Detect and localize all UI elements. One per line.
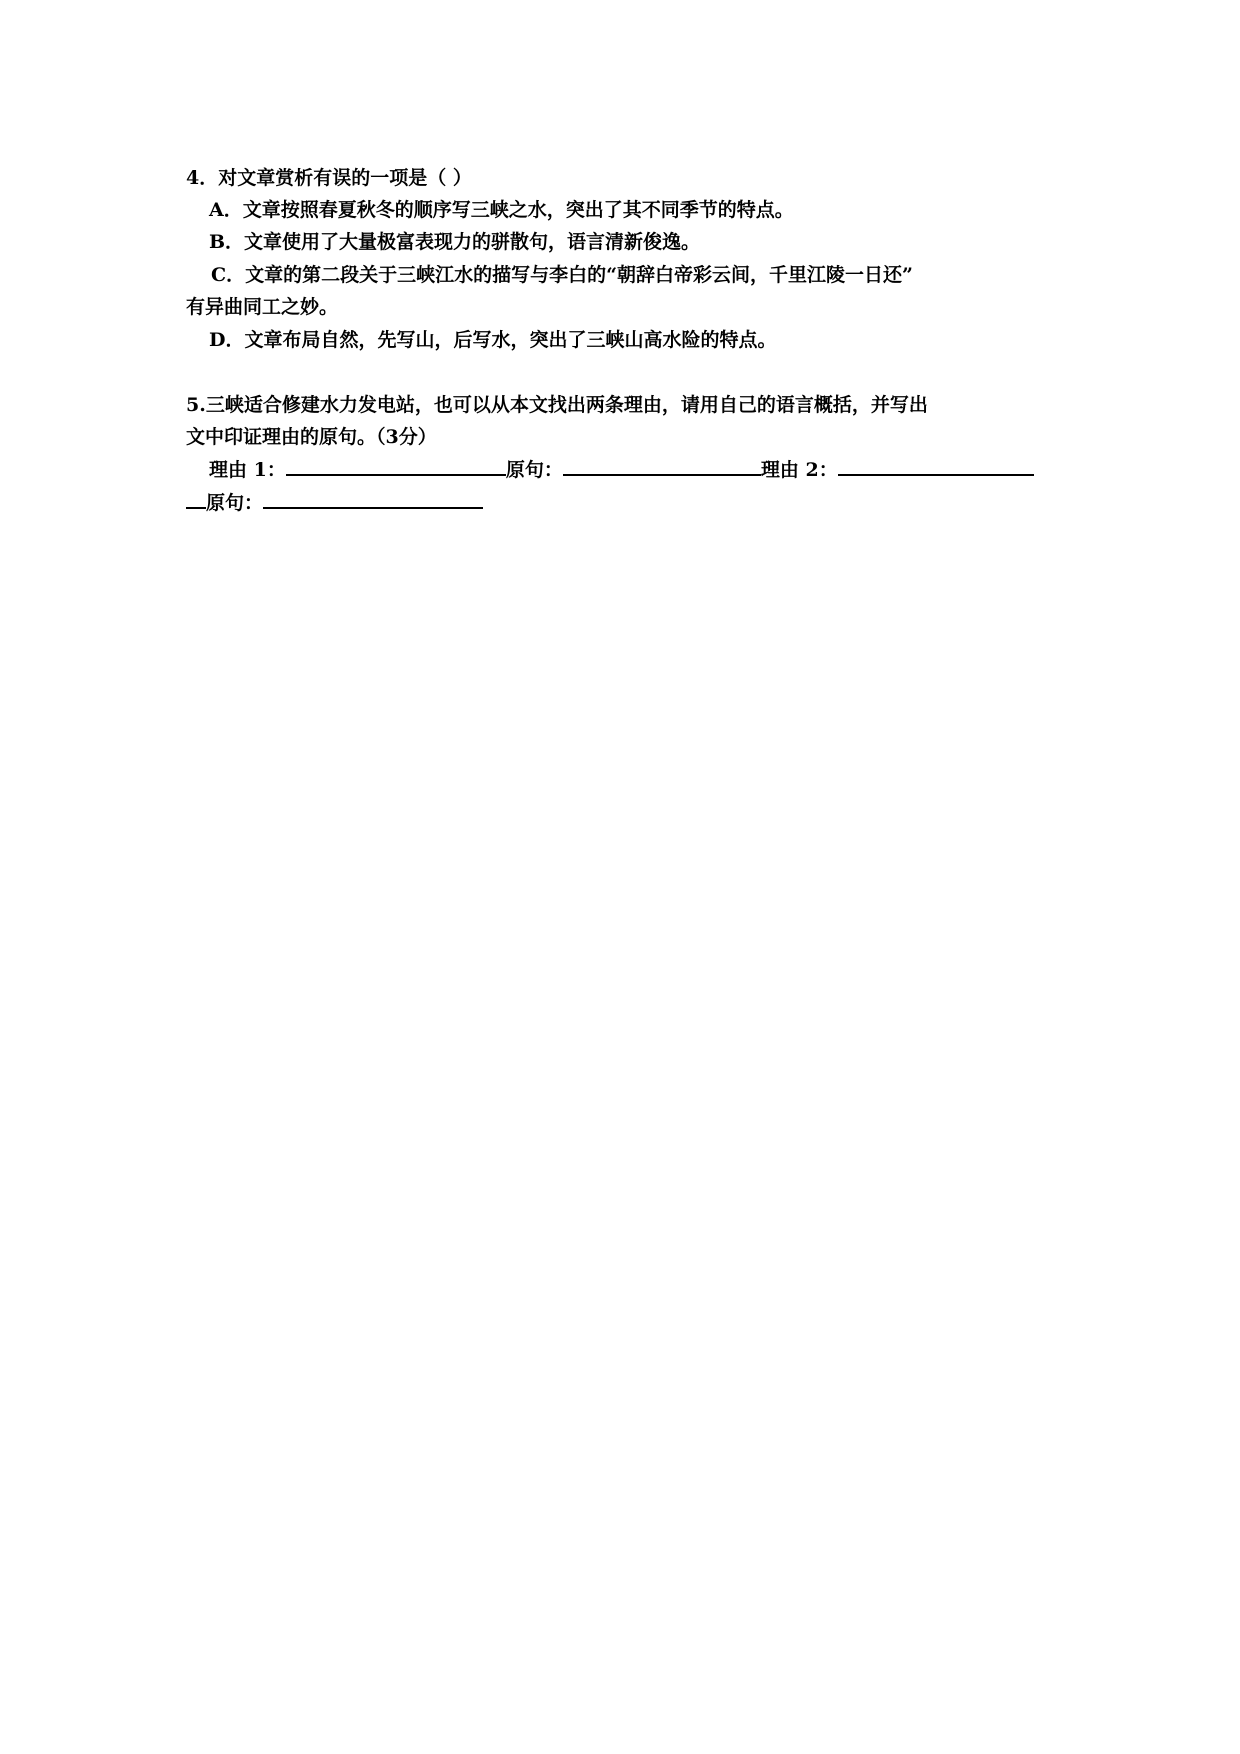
reason-2-label: 理由 2：	[760, 459, 838, 481]
answer-line-2	[186, 487, 483, 519]
original-sentence-1-label: 原句：	[505, 459, 563, 481]
reason-2-blank[interactable]	[838, 454, 1034, 476]
question-4-stem: 4．对文章赏析有误的一项是（ ）	[186, 167, 472, 189]
reason-2-blank-continued[interactable]	[186, 487, 206, 509]
question-4-option-c: C．文章的第二段关于三峡江水的描写与李白的“朝辞白帝彩云间，千里江陵一日还”	[211, 264, 913, 286]
question-5-stem-line-1: 5.三峡适合修建水力发电站，也可以从本文找出两条理由，请用自己的语言概括，并写出	[186, 394, 928, 416]
reason-1-blank[interactable]	[286, 454, 506, 476]
question-5-stem-line-2: 文中印证理由的原句。（3分）	[186, 426, 437, 448]
original-sentence-2-blank[interactable]	[263, 487, 483, 509]
question-4-option-a: A．文章按照春夏秋冬的顺序写三峡之水，突出了其不同季节的特点。	[209, 199, 794, 221]
answer-line-1	[209, 454, 1034, 486]
question-4-option-d: D．文章布局自然，先写山，后写水，突出了三峡山高水险的特点。	[209, 329, 777, 351]
question-4-option-c-continued: 有异曲同工之妙。	[186, 296, 339, 318]
reason-1-label: 理由 1：	[209, 459, 286, 481]
original-sentence-2-label: 原句：	[206, 492, 264, 514]
question-4-option-b: B．文章使用了大量极富表现力的骈散句，语言清新俊逸。	[209, 231, 701, 253]
original-sentence-1-blank[interactable]	[563, 454, 761, 476]
